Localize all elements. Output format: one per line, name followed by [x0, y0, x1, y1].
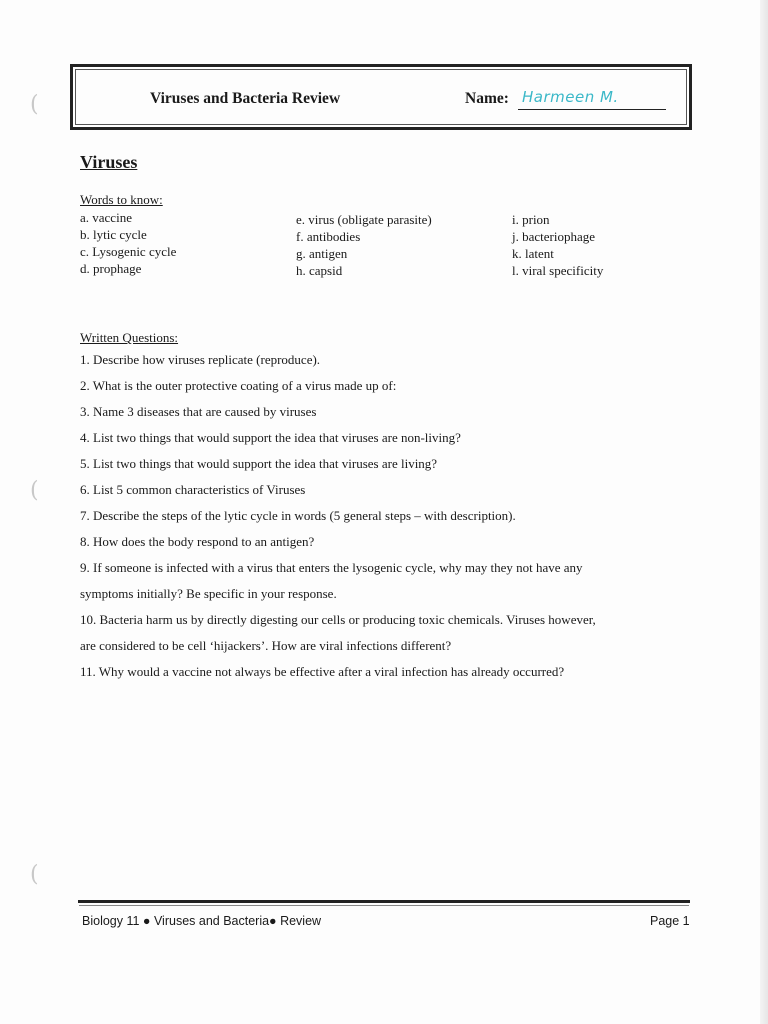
section-title: Viruses — [80, 152, 138, 172]
name-underline — [518, 109, 666, 110]
questions-list — [80, 347, 690, 685]
footer-page-number: Page 1 — [650, 914, 690, 928]
word-item: k. latent — [512, 246, 554, 261]
worksheet-title: Viruses and Bacteria Review — [150, 90, 341, 107]
word-item: i. prion — [512, 212, 550, 227]
words-column-3 — [512, 211, 603, 279]
words-column-1 — [80, 209, 176, 277]
binder-hole-mark: ( — [30, 92, 39, 117]
footer-course-label: Biology 11 ● Viruses and Bacteria● Review — [82, 914, 322, 928]
word-item: a. vaccine — [80, 210, 132, 225]
question-line: 2. What is the outer protective coating of a virus made up of: — [80, 378, 397, 393]
question-line: 7. Describe the steps of the lytic cycle in words (5 general steps – with description). — [80, 508, 516, 523]
name-label: Name: — [465, 90, 509, 107]
word-item: j. bacteriophage — [512, 229, 596, 244]
question-line: 6. List 5 common characteristics of Viruses — [80, 482, 306, 497]
question-line: are considered to be cell ‘hijackers’. How are viral infections different? — [80, 638, 452, 653]
word-item: e. virus (obligate parasite) — [296, 212, 432, 227]
word-item: f. antibodies — [296, 229, 361, 244]
footer-rule — [78, 900, 690, 903]
question-line: 11. Why would a vaccine not always be effective after a viral infection has already occurred? — [80, 664, 565, 679]
word-item: d. prophage — [80, 261, 142, 276]
question-line: 10. Bacteria harm us by directly digesting our cells or producing toxic chemicals. Viruses however, — [80, 612, 596, 627]
question-line: 3. Name 3 diseases that are caused by viruses — [80, 404, 317, 419]
word-item: c. Lysogenic cycle — [80, 244, 177, 259]
page-edge-shadow — [760, 0, 768, 1024]
word-item: g. antigen — [296, 246, 348, 261]
question-line: symptoms initially? Be specific in your response. — [80, 586, 337, 601]
question-line: 8. How does the body respond to an antigen? — [80, 534, 315, 549]
question-line: 1. Describe how viruses replicate (reproduce). — [80, 352, 321, 367]
question-line: 5. List two things that would support the idea that viruses are living? — [80, 456, 438, 471]
word-item: b. lytic cycle — [80, 227, 147, 242]
question-line: 9. If someone is infected with a virus that enters the lysogenic cycle, why may they not have any — [80, 560, 583, 575]
binder-hole-mark: ( — [30, 862, 39, 887]
word-item: h. capsid — [296, 263, 343, 278]
words-heading: Words to know: — [80, 192, 163, 207]
words-column-2 — [296, 211, 432, 279]
question-line: 4. List two things that would support the idea that viruses are non-living? — [80, 430, 461, 445]
handwritten-name: Harmeen M. — [522, 88, 619, 106]
questions-heading: Written Questions: — [80, 330, 179, 345]
word-item: l. viral specificity — [512, 263, 604, 278]
binder-hole-mark: ( — [30, 478, 39, 503]
